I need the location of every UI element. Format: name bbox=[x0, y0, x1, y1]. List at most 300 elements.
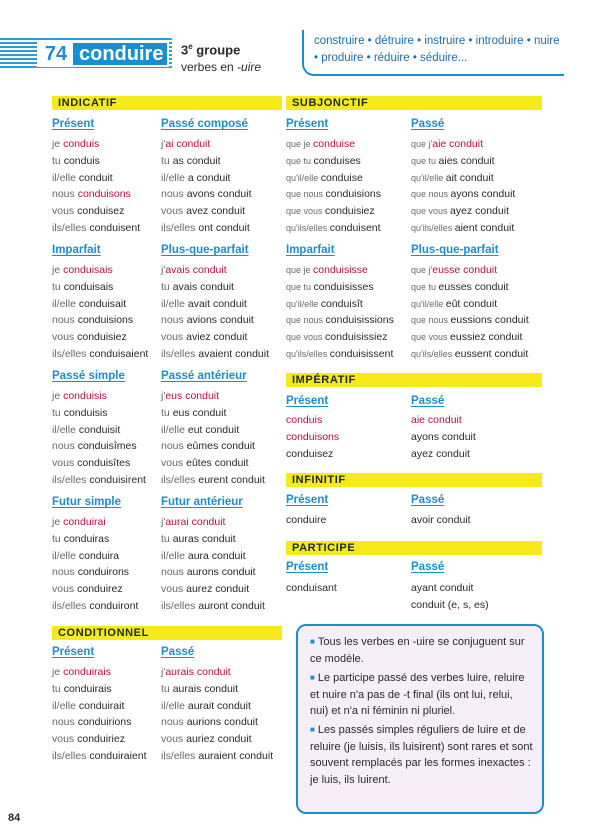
section-imperatif: IMPÉRATIF bbox=[286, 373, 542, 387]
note-1: ■ Tous les verbes en -uire se conjuguent sur ce modèle. bbox=[310, 636, 525, 665]
imperatif-form: aie conduit bbox=[411, 414, 462, 426]
verb-form: conduirai bbox=[63, 516, 106, 528]
verb-form: conduisisses bbox=[313, 280, 374, 293]
pronoun: tu bbox=[161, 406, 173, 419]
infinitif-passe-title: Passé bbox=[411, 494, 445, 506]
conjugation-row bbox=[161, 748, 283, 765]
verb-form: conduiriez bbox=[77, 733, 125, 746]
verb-form: a conduit bbox=[187, 171, 231, 184]
conjugation-row bbox=[52, 346, 160, 363]
verb-form: conduirez bbox=[77, 583, 123, 596]
verb-form: aie conduit bbox=[432, 138, 484, 150]
verb-form: conduisent bbox=[89, 221, 141, 234]
conjugation-row bbox=[52, 186, 160, 203]
pronoun: il/elle bbox=[52, 171, 79, 184]
conjugation-list bbox=[411, 136, 543, 237]
pronoun: tu bbox=[52, 532, 64, 545]
pronoun: j' bbox=[161, 390, 166, 402]
verb-form: aura conduit bbox=[187, 549, 246, 562]
verb-form: conduisissions bbox=[325, 314, 394, 327]
conjugation-row bbox=[52, 262, 160, 279]
verb-form: aurons conduit bbox=[186, 566, 256, 579]
conjugation-row bbox=[161, 153, 283, 170]
conjugation-row bbox=[411, 220, 543, 237]
conjugation-list bbox=[52, 262, 160, 363]
conjugation-row bbox=[161, 279, 283, 296]
conjugation-row bbox=[411, 136, 543, 153]
pronoun: vous bbox=[52, 331, 78, 344]
verb-form: conduisit bbox=[78, 423, 121, 436]
imperatif-passe-title: Passé bbox=[411, 395, 445, 407]
pronoun: tu bbox=[52, 280, 64, 293]
pronoun: tu bbox=[52, 682, 64, 695]
section-indicatif: INDICATIF bbox=[52, 96, 282, 110]
pronoun: que j' bbox=[411, 139, 433, 149]
pronoun: ils/elles bbox=[52, 599, 90, 612]
participe-present-title: Présent bbox=[286, 561, 329, 573]
conjugation-row bbox=[52, 681, 160, 698]
conjugation-row bbox=[161, 564, 283, 581]
pronoun: il/elle bbox=[52, 549, 79, 562]
conjugation-row bbox=[161, 329, 283, 346]
infinitif-present: conduire bbox=[286, 514, 327, 526]
conjugation-list bbox=[286, 262, 410, 363]
pronoun: que vous bbox=[411, 206, 451, 217]
pronoun: vous bbox=[161, 733, 187, 746]
pronoun: nous bbox=[52, 188, 78, 201]
pronoun: qu'ils/elles bbox=[411, 222, 455, 233]
conjugation-row bbox=[286, 279, 410, 296]
note-2: ■ Le participe passé des verbes luire, reluire et nuire n'a pas de -t final (ils ont lui, relui, nui) et n'a ni féminin ni pluriel. bbox=[310, 672, 525, 718]
conjugation-row bbox=[161, 698, 283, 715]
verb-form: conduisent bbox=[329, 221, 381, 234]
verb-form: avais conduit bbox=[172, 280, 234, 293]
verb-form: aurais conduit bbox=[165, 666, 231, 678]
pronoun: tu bbox=[161, 532, 173, 545]
imperatif-form: ayez conduit bbox=[411, 447, 470, 460]
verb-form: conduisiez bbox=[325, 205, 375, 218]
tense-title: Passé antérieur bbox=[161, 370, 247, 382]
conjugation-row bbox=[286, 312, 410, 329]
verb-form: ont conduit bbox=[198, 221, 250, 234]
imperatif-passe-list bbox=[411, 412, 541, 462]
conjugation-row bbox=[161, 514, 283, 531]
conjugation-list bbox=[52, 388, 160, 489]
verb-form: avez conduit bbox=[186, 205, 246, 218]
conjugation-row bbox=[286, 136, 410, 153]
conjugation-row bbox=[161, 220, 283, 237]
pronoun: nous bbox=[161, 314, 187, 327]
conjugation-row bbox=[161, 598, 283, 615]
pronoun: ils/elles bbox=[161, 473, 199, 486]
tense-title: Plus-que-parfait bbox=[411, 244, 499, 256]
tense-title: Passé bbox=[161, 646, 195, 658]
infinitif-passe: avoir conduit bbox=[411, 514, 471, 526]
verb-form: ayez conduit bbox=[450, 205, 509, 218]
conjugation-row bbox=[411, 296, 543, 313]
conjugation-row bbox=[286, 262, 410, 279]
pronoun: que nous bbox=[286, 189, 326, 200]
pronoun: tu bbox=[161, 154, 173, 167]
imperatif-present-list bbox=[286, 412, 406, 462]
pronoun: vous bbox=[161, 331, 187, 344]
imperatif-form: conduisons bbox=[286, 430, 340, 443]
conjugation-row bbox=[52, 312, 160, 329]
verb-form: as conduit bbox=[172, 154, 221, 167]
conjugation-row bbox=[52, 731, 160, 748]
pronoun: il/elle bbox=[52, 699, 79, 712]
conjugation-row bbox=[52, 598, 160, 615]
conjugation-row bbox=[161, 296, 283, 313]
tense-title: Présent bbox=[52, 118, 95, 130]
conjugation-row bbox=[161, 203, 283, 220]
pronoun: je bbox=[52, 264, 64, 276]
conjugation-row bbox=[52, 748, 160, 765]
conjugation-list bbox=[161, 262, 283, 363]
pronoun: j' bbox=[161, 516, 166, 528]
verb-form: conduises bbox=[313, 154, 361, 167]
tense-title: Passé bbox=[411, 118, 445, 130]
verb-form: eût conduit bbox=[445, 297, 498, 310]
participe-form: conduit (e, s, es) bbox=[411, 598, 489, 611]
conjugation-list bbox=[52, 136, 160, 237]
pronoun: que vous bbox=[411, 332, 451, 343]
conjugation-row bbox=[52, 581, 160, 598]
verb-form: conduirais bbox=[63, 682, 112, 695]
pronoun: vous bbox=[161, 583, 187, 596]
pronoun: il/elle bbox=[52, 297, 79, 310]
conjugation-list bbox=[161, 664, 283, 765]
verb-form: eut conduit bbox=[187, 423, 240, 436]
conjugation-list bbox=[52, 664, 160, 765]
conjugation-row bbox=[286, 153, 410, 170]
conjugation-row bbox=[52, 531, 160, 548]
conjugation-row bbox=[286, 329, 410, 346]
pronoun: vous bbox=[52, 205, 78, 218]
infinitif-present-title: Présent bbox=[286, 494, 329, 506]
conjugation-row bbox=[411, 170, 543, 187]
pronoun: nous bbox=[52, 716, 78, 729]
pronoun: nous bbox=[52, 566, 78, 579]
conjugation-row bbox=[52, 136, 160, 153]
tense-title: Passé composé bbox=[161, 118, 248, 130]
conjugation-list bbox=[161, 514, 283, 615]
conjugation-row bbox=[161, 714, 283, 731]
pronoun: tu bbox=[161, 682, 173, 695]
pronoun: qu'il/elle bbox=[411, 172, 446, 183]
verb-form: conduit bbox=[78, 171, 113, 184]
verb-form: conduise bbox=[313, 138, 356, 150]
pronoun: ils/elles bbox=[52, 473, 90, 486]
conjugation-row bbox=[161, 531, 283, 548]
verb-form: conduise bbox=[320, 171, 363, 184]
group-label: 3e groupe bbox=[181, 42, 241, 58]
pronoun: nous bbox=[161, 188, 187, 201]
participe-form: ayant conduit bbox=[411, 582, 474, 594]
verb-form: conduisissent bbox=[329, 347, 394, 360]
conjugation-list bbox=[286, 136, 410, 237]
pronoun: ils/elles bbox=[52, 749, 90, 762]
verb-form: eurent conduit bbox=[198, 473, 265, 486]
pronoun: ils/elles bbox=[161, 749, 199, 762]
header-banner bbox=[0, 38, 172, 70]
participe-present: conduisant bbox=[286, 582, 337, 594]
conjugation-list bbox=[161, 136, 283, 237]
conjugation-row bbox=[161, 346, 283, 363]
conjugation-row bbox=[161, 388, 283, 405]
conjugation-row bbox=[411, 279, 543, 296]
tense-title: Présent bbox=[286, 118, 329, 130]
conjugation-row bbox=[161, 262, 283, 279]
pronoun: il/elle bbox=[161, 423, 188, 436]
pronoun: il/elle bbox=[161, 549, 188, 562]
conjugation-list bbox=[411, 262, 543, 363]
conjugation-row bbox=[411, 153, 543, 170]
verb-form: conduira bbox=[78, 549, 120, 562]
conjugation-row bbox=[52, 422, 160, 439]
verb-form: conduiront bbox=[89, 599, 139, 612]
pronoun: vous bbox=[52, 457, 78, 470]
conjugation-row bbox=[52, 548, 160, 565]
pronoun: qu'ils/elles bbox=[286, 222, 330, 233]
pronoun: vous bbox=[52, 583, 78, 596]
pronoun: que j' bbox=[411, 265, 433, 275]
imperatif-present-title: Présent bbox=[286, 395, 329, 407]
conjugation-row bbox=[52, 296, 160, 313]
verb-form: conduisais bbox=[63, 264, 113, 276]
section-infinitif: INFINITIF bbox=[286, 473, 542, 487]
tense-title: Imparfait bbox=[286, 244, 335, 256]
pronoun: que tu bbox=[411, 281, 439, 292]
tense-title: Plus-que-parfait bbox=[161, 244, 249, 256]
imperatif-form: conduisez bbox=[286, 447, 334, 460]
conjugation-row bbox=[161, 548, 283, 565]
verb-form: conduisîtes bbox=[77, 457, 131, 470]
pronoun: je bbox=[52, 516, 64, 528]
verb-form: ait conduit bbox=[445, 171, 494, 184]
pronoun: il/elle bbox=[161, 297, 188, 310]
conjugation-row bbox=[286, 346, 410, 363]
conjugation-row bbox=[52, 329, 160, 346]
conjugation-row bbox=[161, 664, 283, 681]
conjugation-row bbox=[52, 388, 160, 405]
conjugation-row bbox=[161, 438, 283, 455]
pronoun: ils/elles bbox=[161, 221, 199, 234]
conjugation-row bbox=[52, 438, 160, 455]
pronoun: qu'il/elle bbox=[286, 298, 321, 309]
conjugation-row bbox=[52, 203, 160, 220]
conjugation-row bbox=[161, 731, 283, 748]
tense-title: Passé simple bbox=[52, 370, 125, 382]
pronoun: que vous bbox=[286, 332, 326, 343]
note-3: ■ Les passés simples réguliers de luire et de reluire (je luisis, ils luisirent) sont rares et sont souvent remplacés par les formes inexactes : je luis, ils luirent. bbox=[310, 724, 533, 786]
verb-form: conduirait bbox=[78, 699, 125, 712]
verb-form: auras conduit bbox=[172, 532, 236, 545]
verb-form: aient conduit bbox=[454, 221, 515, 234]
conjugation-list bbox=[161, 388, 283, 489]
section-participe: PARTICIPE bbox=[286, 541, 542, 555]
conjugation-row bbox=[161, 581, 283, 598]
pronoun: que je bbox=[286, 139, 314, 149]
verb-form: conduis bbox=[63, 154, 100, 167]
verb-form: aurait conduit bbox=[187, 699, 251, 712]
verb-form: aurais conduit bbox=[172, 682, 239, 695]
verb-form: conduisît bbox=[320, 297, 363, 310]
conjugation-row bbox=[52, 170, 160, 187]
conjugation-row bbox=[52, 220, 160, 237]
verb-form: conduisons bbox=[77, 188, 131, 201]
pronoun: nous bbox=[52, 314, 78, 327]
pronoun: qu'ils/elles bbox=[286, 348, 330, 359]
conjugation-row bbox=[161, 422, 283, 439]
participe-passe-title: Passé bbox=[411, 561, 445, 573]
pronoun: qu'ils/elles bbox=[411, 348, 455, 359]
verb-form: eûtes conduit bbox=[186, 457, 249, 470]
pronoun: tu bbox=[52, 406, 64, 419]
conjugation-row bbox=[161, 472, 283, 489]
verb-form: eussent conduit bbox=[454, 347, 529, 360]
verb-form: conduisaient bbox=[89, 347, 149, 360]
verb-form: conduisis bbox=[63, 390, 107, 402]
pronoun: que tu bbox=[286, 155, 314, 166]
verb-form: eusse conduit bbox=[432, 264, 498, 276]
conjugation-row bbox=[411, 329, 543, 346]
verb-form: aurez conduit bbox=[186, 583, 250, 596]
verb-form: avait conduit bbox=[187, 297, 247, 310]
verb-form: avaient conduit bbox=[198, 347, 269, 360]
pronoun: je bbox=[52, 390, 64, 402]
tense-title: Présent bbox=[52, 646, 95, 658]
pronoun: il/elle bbox=[161, 699, 188, 712]
verb-form: conduirions bbox=[77, 716, 132, 729]
verb-form: avions conduit bbox=[186, 314, 254, 327]
pronoun: j' bbox=[161, 666, 166, 678]
page-number: 84 bbox=[8, 812, 21, 824]
verb-form: eus conduit bbox=[172, 406, 227, 419]
pronoun: ils/elles bbox=[52, 221, 90, 234]
pronoun: ils/elles bbox=[52, 347, 90, 360]
verb-form: conduiras bbox=[63, 532, 110, 545]
conjugation-row bbox=[161, 186, 283, 203]
conjugation-row bbox=[411, 186, 543, 203]
verb-form: ayons conduit bbox=[450, 188, 516, 201]
verb-ending-label: verbes en -uire bbox=[181, 60, 262, 74]
conjugation-row bbox=[52, 279, 160, 296]
conjugation-row bbox=[52, 564, 160, 581]
pronoun: que vous bbox=[286, 206, 326, 217]
pronoun: nous bbox=[52, 440, 78, 453]
conjugation-row bbox=[411, 262, 543, 279]
table-number: 74 bbox=[39, 43, 73, 65]
related-verbs-box bbox=[302, 30, 564, 76]
pronoun: tu bbox=[161, 280, 173, 293]
conjugation-row bbox=[52, 514, 160, 531]
imperatif-form: conduis bbox=[286, 414, 323, 426]
conjugation-list bbox=[52, 514, 160, 615]
conjugation-row bbox=[286, 220, 410, 237]
verb-form: conduisisse bbox=[313, 264, 368, 276]
conjugation-row bbox=[161, 136, 283, 153]
section-conditionnel: CONDITIONNEL bbox=[52, 626, 282, 640]
verb-form: conduisait bbox=[78, 297, 127, 310]
verb-form: auriez conduit bbox=[186, 733, 252, 746]
verb-form: eus conduit bbox=[165, 390, 220, 402]
verb-form: conduisions bbox=[325, 188, 381, 201]
pronoun: que nous bbox=[286, 315, 326, 326]
conjugation-row bbox=[52, 472, 160, 489]
conjugation-row bbox=[161, 170, 283, 187]
verb-form: ai conduit bbox=[165, 138, 211, 150]
conjugation-row bbox=[52, 405, 160, 422]
pronoun: nous bbox=[161, 440, 187, 453]
conjugation-row bbox=[52, 455, 160, 472]
conjugation-row bbox=[286, 296, 410, 313]
verb-form: conduirais bbox=[63, 666, 111, 678]
pronoun: qu'il/elle bbox=[286, 172, 321, 183]
verb-form: conduisions bbox=[77, 314, 134, 327]
verb-form: conduisirent bbox=[89, 473, 146, 486]
pronoun: je bbox=[52, 138, 64, 150]
conjugation-row bbox=[286, 203, 410, 220]
conjugation-row bbox=[161, 681, 283, 698]
verb-form: conduisais bbox=[63, 280, 114, 293]
conjugation-row bbox=[52, 698, 160, 715]
conjugation-row bbox=[411, 203, 543, 220]
verb-title-box bbox=[37, 41, 169, 67]
verb-form: auront conduit bbox=[198, 599, 265, 612]
verb-form: eusses conduit bbox=[438, 280, 509, 293]
verb-form: aurions conduit bbox=[186, 716, 258, 729]
conjugation-row bbox=[286, 170, 410, 187]
verb-form: avons conduit bbox=[186, 188, 252, 201]
pronoun: tu bbox=[52, 154, 64, 167]
verb-form: conduiraient bbox=[89, 749, 147, 762]
tense-title: Futur simple bbox=[52, 496, 122, 508]
pronoun: nous bbox=[161, 716, 187, 729]
conjugation-row bbox=[411, 346, 543, 363]
imperatif-form: ayons conduit bbox=[411, 430, 476, 443]
verb-form: avais conduit bbox=[165, 264, 227, 276]
verb-form: conduis bbox=[63, 138, 100, 150]
notes-box bbox=[296, 624, 544, 814]
pronoun: ils/elles bbox=[161, 347, 199, 360]
pronoun: ils/elles bbox=[161, 599, 199, 612]
conjugation-row bbox=[52, 714, 160, 731]
verb-form: conduisiez bbox=[77, 331, 127, 344]
verb-form: conduisîmes bbox=[77, 440, 137, 453]
verb-form: aurai conduit bbox=[165, 516, 226, 528]
conjugation-row bbox=[52, 664, 160, 681]
conjugation-row bbox=[411, 312, 543, 329]
pronoun: je bbox=[52, 666, 64, 678]
verb-form: conduisez bbox=[77, 205, 125, 218]
conjugation-row bbox=[161, 455, 283, 472]
conjugation-row bbox=[161, 405, 283, 422]
pronoun: que nous bbox=[411, 189, 451, 200]
verb-form: eussions conduit bbox=[450, 314, 529, 327]
pronoun: j' bbox=[161, 264, 166, 276]
pronoun: vous bbox=[161, 205, 187, 218]
pronoun: j' bbox=[161, 138, 166, 150]
section-subjonctif: SUBJONCTIF bbox=[286, 96, 542, 110]
verb-form: aies conduit bbox=[438, 154, 495, 167]
tense-title: Imparfait bbox=[52, 244, 101, 256]
pronoun: vous bbox=[161, 457, 187, 470]
conjugation-row bbox=[52, 153, 160, 170]
pronoun: que nous bbox=[411, 315, 451, 326]
verb-form: conduisis bbox=[63, 406, 108, 419]
pronoun: que tu bbox=[286, 281, 314, 292]
